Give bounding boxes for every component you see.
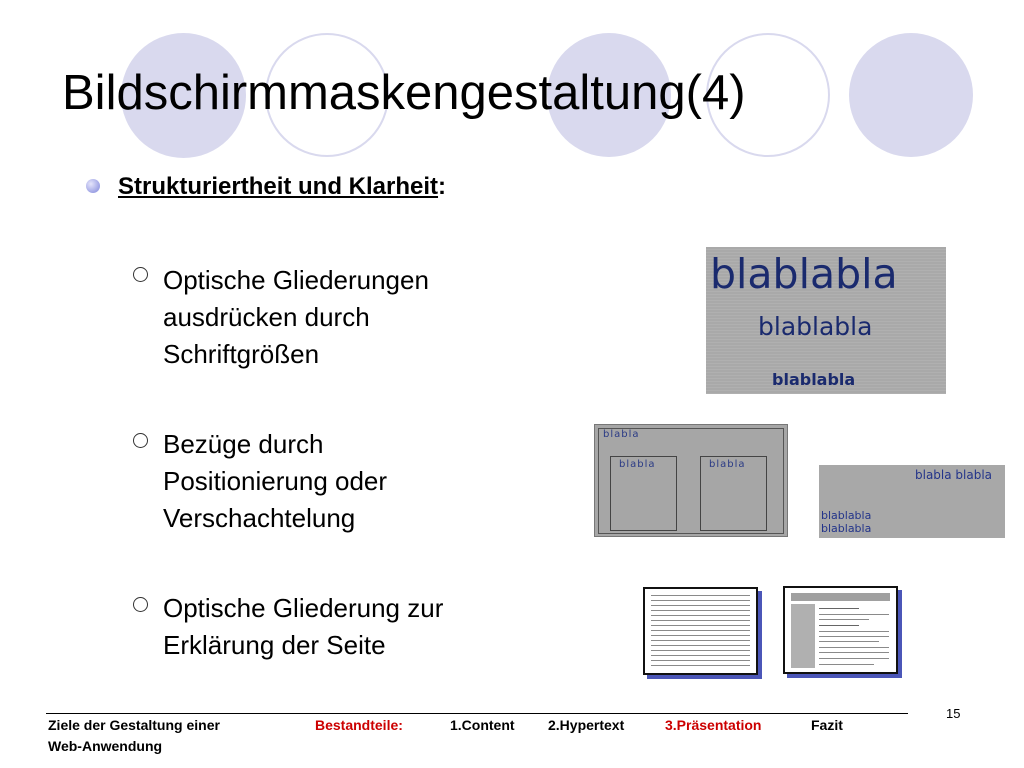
positioning-illustration xyxy=(819,465,1005,538)
bullet-3-line-2: Erklärung der Seite xyxy=(163,630,386,660)
bullet-1-line-1: Optische Gliederungen xyxy=(163,265,429,295)
sidebar-block xyxy=(791,604,815,668)
bullet-2-line-1: Bezüge durch xyxy=(163,429,324,459)
circle-bullet-icon xyxy=(133,597,148,612)
circle-bullet-icon xyxy=(133,267,148,282)
page-layout-plain-icon xyxy=(643,587,758,675)
heading-suffix: : xyxy=(438,173,447,200)
slide-title: Bildschirmmaskengestaltung(4) xyxy=(62,66,746,120)
footer-left-line-2: Web-Anwendung xyxy=(48,738,163,754)
font-size-illustration xyxy=(706,247,946,394)
inner-box-left-label: blabla xyxy=(619,459,656,470)
bullet-dot-icon xyxy=(86,179,100,193)
nesting-illustration xyxy=(594,424,788,537)
header-bar xyxy=(791,593,890,601)
bullet-3-line-1: Optische Gliederung zur xyxy=(163,593,444,623)
footer-label: Bestandteile: xyxy=(315,717,403,733)
page-number: 15 xyxy=(946,706,961,721)
footer-nav-content: 1.Content xyxy=(450,717,515,733)
circle-bullet-icon xyxy=(133,433,148,448)
bullet-2-line-3: Verschachtelung xyxy=(163,503,356,533)
inner-box-right-label: blabla xyxy=(709,459,746,470)
positioned-text-top-right: blabla blabla xyxy=(915,468,993,482)
bullet-2-line-2: Positionierung oder xyxy=(163,466,388,496)
outer-box-label: blabla xyxy=(603,429,640,440)
footer-nav-hypertext: 2.Hypertext xyxy=(548,717,625,733)
sample-text-medium: blablabla xyxy=(758,312,873,341)
footer-nav-presentation: 3.Präsentation xyxy=(665,717,762,733)
page-layout-structured-icon xyxy=(783,586,898,674)
positioned-text-left-1: blablabla xyxy=(821,509,872,522)
deco-circle-5 xyxy=(849,33,973,157)
sample-text-small: blablabla xyxy=(772,370,856,389)
footer-left-line-1: Ziele der Gestaltung einer xyxy=(48,717,220,733)
footer-left xyxy=(48,715,220,757)
section-heading xyxy=(118,172,446,202)
heading-text: Strukturiertheit und Klarheit xyxy=(118,173,439,200)
bullet-1-line-3: Schriftgrößen xyxy=(163,339,320,369)
sample-text-large: blablabla xyxy=(710,250,898,298)
footer-rule xyxy=(46,713,908,714)
footer-nav-fazit: Fazit xyxy=(811,717,843,733)
bullet-1-line-2: ausdrücken durch xyxy=(163,302,370,332)
positioned-text-left-2: blablabla xyxy=(821,522,872,535)
